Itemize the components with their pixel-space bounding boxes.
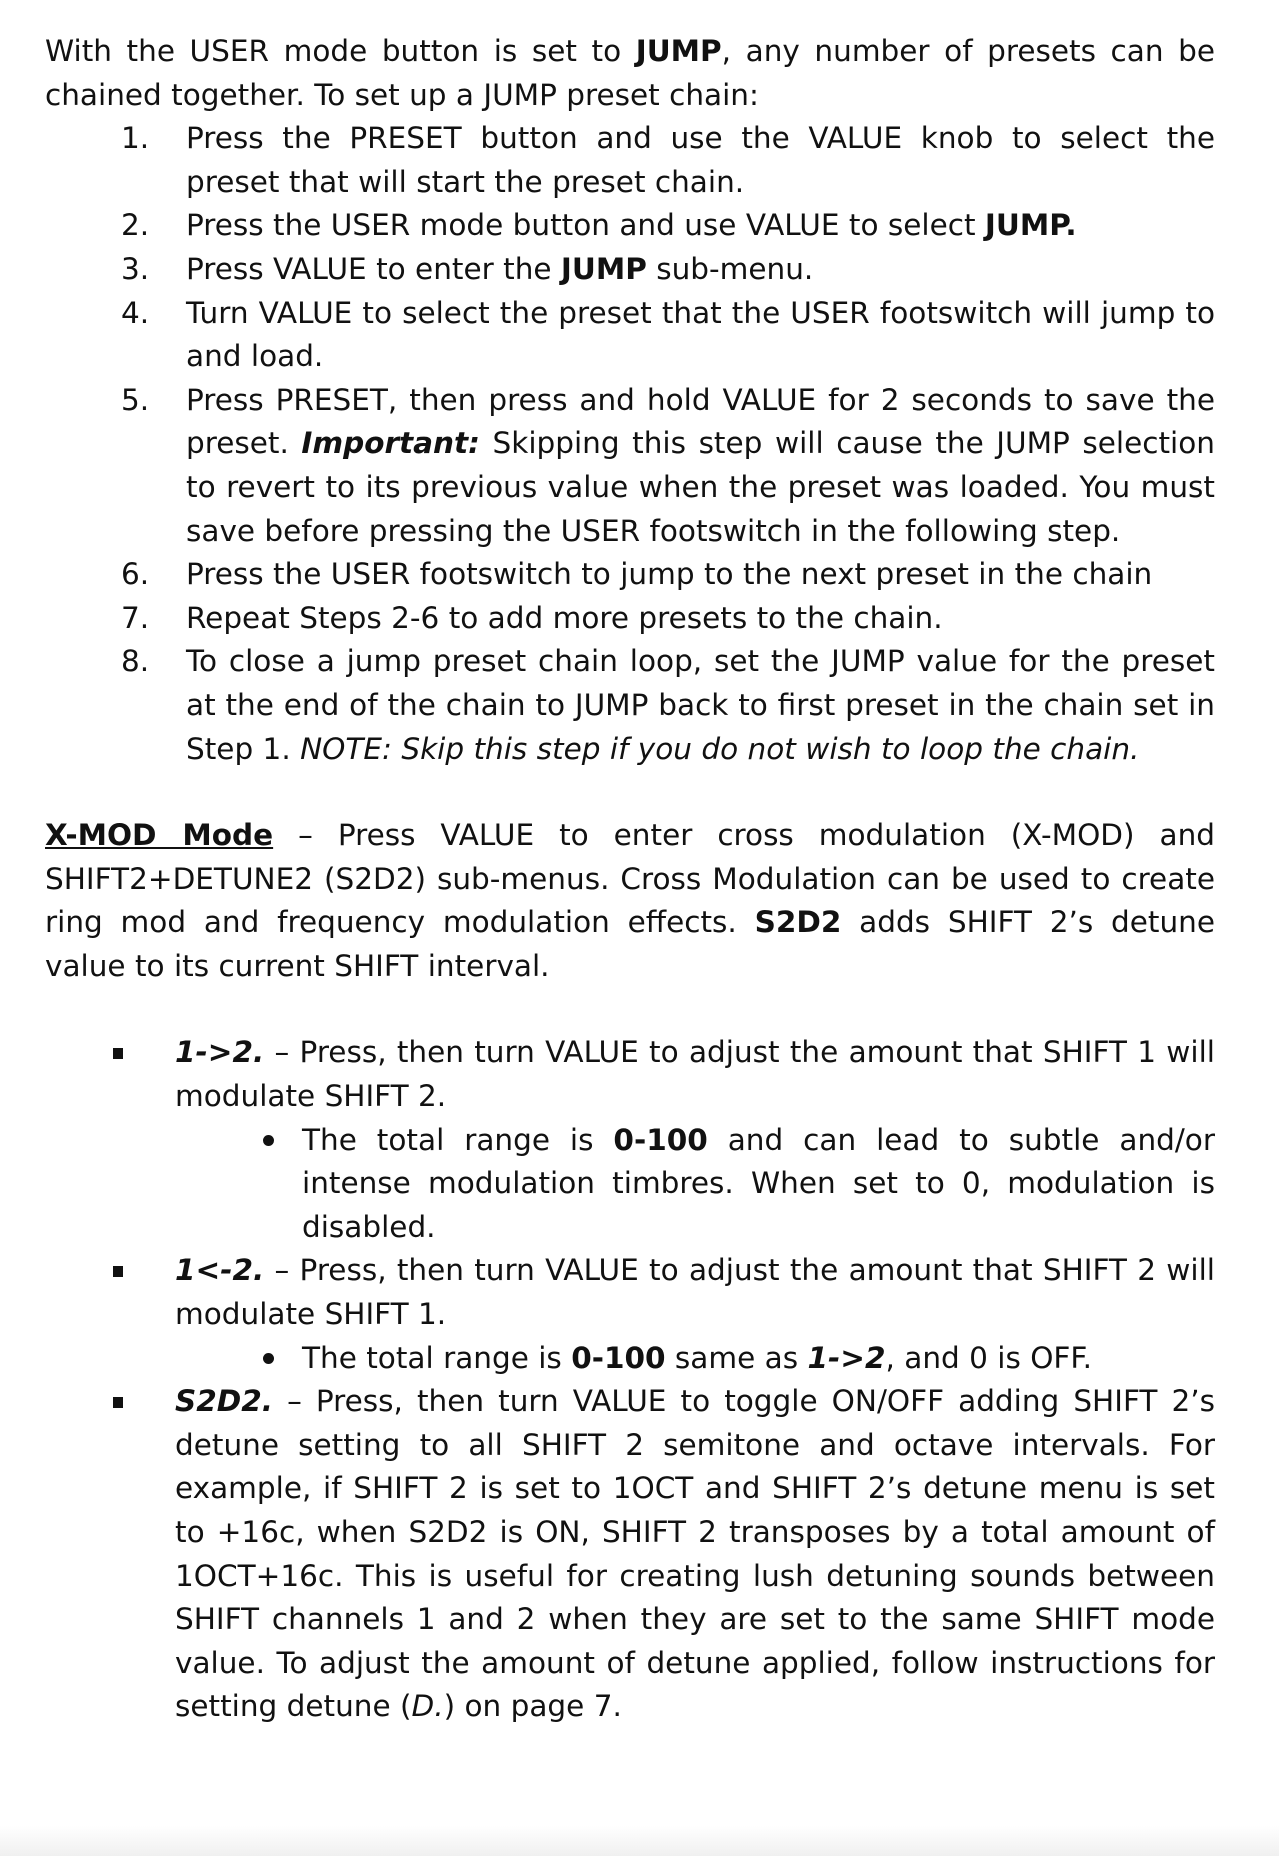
xmod-item [45, 1249, 1215, 1380]
step-text: To close a jump preset chain loop, set the JUMP value for the preset at the end of the chain to JUMP back to first preset in the chain set in Step 1. [186, 644, 1215, 766]
step-text: Press the PRESET button and use the VALUE knob to select the preset that will start the preset chain. [186, 121, 1215, 199]
text-run: , any number of presets can be chained together. To set up a JUMP preset chain: [45, 34, 1216, 112]
item-text: – Press, then turn VALUE to adjust the amount that SHIFT 2 will modulate SHIFT 1. [175, 1253, 1215, 1332]
important-label: Important: [301, 426, 480, 461]
text-run: With the USER mode button is set to [45, 34, 636, 68]
step-item [45, 248, 1215, 292]
step-item [45, 379, 1215, 553]
square-bullet-icon [113, 1048, 123, 1059]
bold-term: JUMP [635, 34, 722, 68]
step-text: Skipping this step will cause the JUMP selection to revert to its previous value when the preset was loaded. You must save before pressing the USER footswitch in the following step. [186, 426, 1215, 548]
step-text: Press the USER footswitch to jump to the next preset in the chain [186, 557, 1153, 592]
italic-term: D. [411, 1689, 444, 1724]
step-number: 8. [121, 644, 150, 679]
step-text: sub-menu. [646, 251, 814, 286]
round-bullet-icon [263, 1135, 274, 1146]
step-item [45, 292, 1215, 379]
item-text: ) on page 7. [443, 1689, 622, 1724]
text-run: – Press VALUE to enter cross modulation (X-MOD) and SHIFT2+DETUNE2 (S2D2) sub-menus. Cross Modulation can be used to create ring mod and frequency modulation effects. [45, 818, 1215, 940]
jump-intro-paragraph [45, 30, 1215, 117]
step-item [45, 204, 1215, 248]
bold-term: 0-100 [613, 1122, 708, 1157]
sub-text: The total range is [302, 1340, 572, 1375]
item-text: – Press, then turn VALUE to toggle ON/OFF adding SHIFT 2’s detune setting to all SHIFT 2 semitone and octave intervals. For example, if SHIFT 2 is set to 1OCT and SHIFT 2’s detune menu is set to +16c, when S2D2 is ON, SHIFT 2 transposes by a total amount of 1OCT+16c. This is useful for creating lush detuning sounds between SHIFT channels 1 and 2 when they are set to the same SHIFT mode value. To adjust the amount of detune applied, follow instructions for setting detune ( [175, 1384, 1215, 1724]
step-text: Repeat Steps 2-6 to add more presets to the chain. [186, 600, 943, 635]
sub-item [175, 1119, 1215, 1250]
bold-italic-term: 1->2 [807, 1340, 886, 1375]
step-number: 2. [121, 208, 150, 243]
bold-term: S2D2 [754, 905, 842, 940]
step-number: 5. [121, 382, 150, 417]
sub-text: and can lead to subtle and/or intense modulation timbres. When set to 0, modulation is disabled. [302, 1122, 1215, 1244]
xmod-items-list [45, 1031, 1215, 1729]
item-text: – Press, then turn VALUE to adjust the amount that SHIFT 1 will modulate SHIFT 2. [175, 1035, 1215, 1114]
bold-term: 0-100 [571, 1340, 666, 1375]
step-item [45, 117, 1215, 204]
step-item [45, 640, 1215, 771]
sub-text: The total range is [302, 1122, 614, 1157]
text-run: adds SHIFT 2’s detune value to its current SHIFT interval. [45, 905, 1215, 983]
bold-term: JUMP [560, 251, 647, 286]
sub-list [175, 1337, 1215, 1381]
sub-item [175, 1337, 1215, 1381]
step-number: 6. [121, 557, 150, 592]
spacer [45, 771, 1215, 814]
step-item [45, 597, 1215, 641]
step-number: 7. [121, 600, 150, 635]
round-bullet-icon [263, 1353, 274, 1364]
square-bullet-icon [113, 1266, 123, 1277]
step-number: 3. [121, 251, 150, 286]
section-heading: X-MOD Mode [45, 818, 274, 853]
spacer [45, 988, 1215, 1031]
bold-term: JUMP. [984, 208, 1077, 243]
step-text: Press PRESET, then press and hold VALUE for 2 seconds to save the preset. [186, 382, 1215, 461]
sub-text: same as [665, 1340, 808, 1375]
xmod-item [45, 1380, 1215, 1729]
xmod-paragraph [45, 814, 1215, 988]
step-text: Turn VALUE to select the preset that the USER footswitch will jump to and load. [186, 295, 1215, 374]
square-bullet-icon [113, 1397, 123, 1408]
note-text: NOTE: Skip this step if you do not wish to loop the chain. [300, 731, 1140, 766]
step-number: 4. [121, 295, 150, 330]
step-number: 1. [121, 121, 150, 156]
sub-text: , and 0 is OFF. [885, 1340, 1092, 1375]
item-label: 1->2. [175, 1035, 265, 1070]
sub-list [175, 1119, 1215, 1250]
item-label: S2D2. [175, 1384, 273, 1419]
step-text: Press the USER mode button and use VALUE to select [186, 208, 985, 243]
page-bottom-edge [0, 1826, 1279, 1856]
xmod-item [45, 1031, 1215, 1249]
document-page [45, 30, 1215, 1729]
item-label: 1<-2. [175, 1253, 265, 1288]
step-item [45, 553, 1215, 597]
jump-steps-list [45, 117, 1215, 771]
step-text: Press VALUE to enter the [186, 251, 561, 286]
